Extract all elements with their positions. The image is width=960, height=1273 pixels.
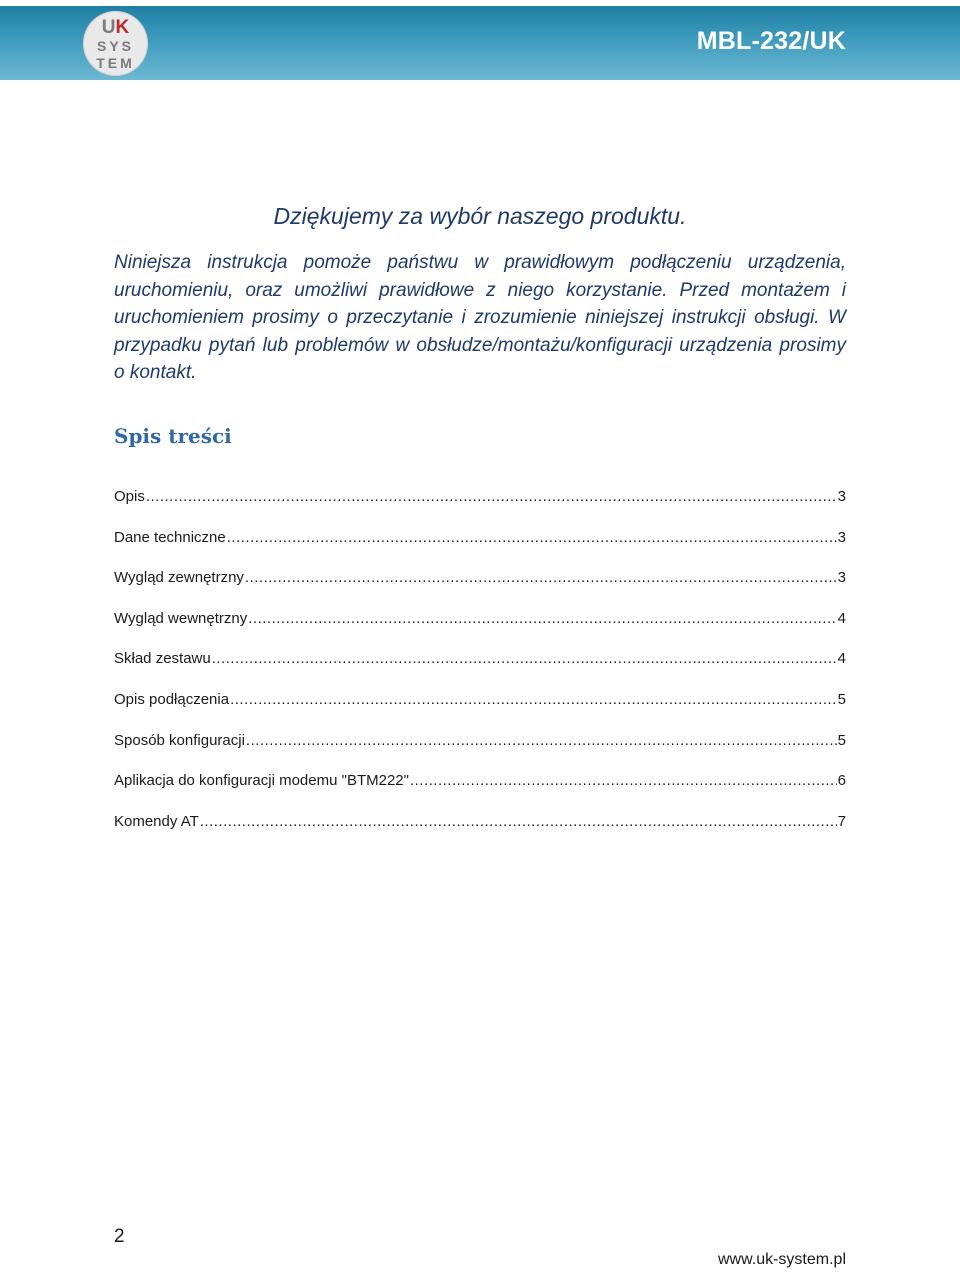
thanks-heading: Dziękujemy za wybór naszego produktu.	[273, 203, 687, 229]
toc-entry-wyglad-wewnetrzny[interactable]	[114, 610, 846, 651]
intro-paragraph: Niniejsza instrukcja pomoże państwu w prawidłowym podłączeniu urządzenia, uruchomieniu, oraz umożliwi prawidłowe z niego korzystanie. Przed montażem i uruchomieniem prosimy o przeczytanie i zrozumienie niniejszej instrukcji obsługi. W przypadku pytań lub problemów w obsłudze/montażu/konfiguracji urządzenia prosimy o kontakt.	[114, 252, 846, 383]
toc-entry-page: 6	[837, 772, 846, 790]
toc-dot-leader	[230, 691, 837, 708]
toc-dot-leader	[227, 529, 837, 546]
toc-entry-label: Wygląd wewnętrzny	[114, 609, 248, 627]
toc-entry-page: 5	[837, 731, 846, 749]
toc-dot-leader	[245, 569, 837, 586]
toc-entry-label: Opis podłączenia	[114, 690, 230, 708]
toc-entry-komendy-at[interactable]	[114, 813, 846, 854]
page-number: 2	[114, 1226, 125, 1247]
table-of-contents	[114, 488, 846, 853]
toc-entry-aplikacja-btm222[interactable]	[114, 772, 846, 813]
logo-text-uk: UK	[101, 17, 130, 38]
uk-system-logo	[83, 11, 148, 76]
toc-entry-label: Skład zestawu	[114, 650, 211, 668]
toc-dot-leader	[200, 813, 837, 830]
toc-dot-leader	[212, 650, 837, 667]
logo-line-3: TEM	[96, 55, 135, 71]
toc-heading: Spis treści	[114, 424, 232, 448]
toc-entry-sposob-konfiguracji[interactable]	[114, 732, 846, 773]
toc-entry-label: Opis	[114, 488, 145, 505]
toc-dot-leader	[410, 772, 837, 789]
toc-entry-opis[interactable]	[114, 488, 846, 529]
toc-dot-leader	[146, 488, 837, 505]
toc-entry-page: 3	[837, 488, 846, 505]
toc-dot-leader	[248, 610, 836, 627]
toc-entry-page: 7	[837, 812, 846, 830]
toc-entry-page: 3	[837, 569, 846, 587]
logo-line-1	[83, 17, 148, 39]
toc-entry-label: Wygląd zewnętrzny	[114, 569, 244, 587]
toc-entry-page: 4	[837, 609, 846, 627]
toc-entry-sklad-zestawu[interactable]	[114, 650, 846, 691]
toc-dot-leader	[246, 732, 837, 749]
toc-entry-label: Sposób konfiguracji	[114, 731, 245, 749]
toc-entry-wyglad-zewnetrzny[interactable]	[114, 569, 846, 610]
toc-entry-page: 5	[837, 690, 846, 708]
toc-entry-label: Dane techniczne	[114, 528, 226, 546]
toc-entry-dane-techniczne[interactable]	[114, 529, 846, 570]
product-title: MBL-232/UK	[696, 27, 846, 55]
toc-entry-page: 4	[837, 650, 846, 668]
toc-entry-label: Komendy AT	[114, 812, 199, 830]
logo-line-2: SYS	[96, 38, 134, 54]
footer-website-link[interactable]: www.uk-system.pl	[717, 1251, 846, 1268]
toc-entry-page: 3	[837, 528, 846, 546]
toc-entry-label: Aplikacja do konfiguracji modemu "BTM222"	[114, 772, 409, 790]
toc-entry-opis-podlaczenia[interactable]	[114, 691, 846, 732]
